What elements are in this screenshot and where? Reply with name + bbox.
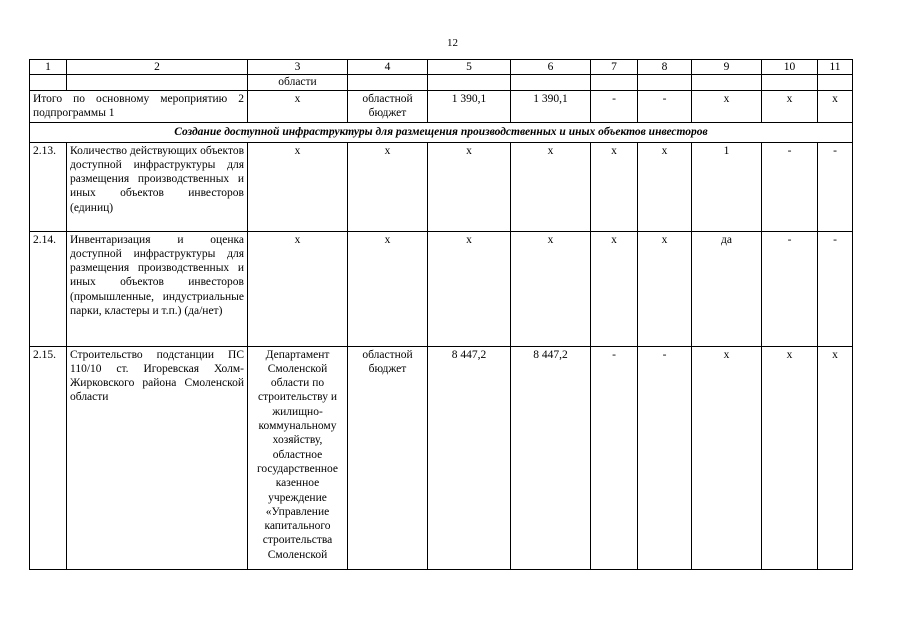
table-row <box>30 346 853 569</box>
total-amount-year: 1 390,1 <box>511 91 591 123</box>
total-label: Итого по основному мероприятию 2 подпрограммы 1 <box>30 91 248 123</box>
total-col9: x <box>692 91 762 123</box>
header-cell: 9 <box>692 60 762 75</box>
row-col8: - <box>638 346 692 569</box>
row-col10: x <box>762 346 818 569</box>
total-col11: x <box>818 91 853 123</box>
row-col4: x <box>348 231 428 346</box>
page-number: 12 <box>447 37 458 49</box>
row-col9: 1 <box>692 142 762 231</box>
header-cell: 2 <box>67 60 248 75</box>
header-cell: 8 <box>638 60 692 75</box>
row-name: Строительство подстанции ПС 110/10 ст. Игоревская Холм-Жирковского района Смоленской области <box>67 346 248 569</box>
header-cell: 6 <box>511 60 591 75</box>
row-name: Инвентаризация и оценка доступной инфраструктуры для размещения производственных и иных объектов инвесторов (промышленные, индустриальные парки, кластеры и т.п.) (да/нет) <box>67 231 248 346</box>
program-table <box>29 59 853 570</box>
total-col7: - <box>591 91 638 123</box>
row-col5: x <box>428 231 511 346</box>
table-row <box>30 231 853 346</box>
row-name: Количество действующих объектов доступной инфраструктуры для размещения производственных и иных объектов инвесторов (единиц) <box>67 142 248 231</box>
header-cell: 1 <box>30 60 67 75</box>
row-col8: x <box>638 142 692 231</box>
row-col6: x <box>511 231 591 346</box>
continuation-row <box>30 75 853 91</box>
table-row <box>30 142 853 231</box>
row-col7: x <box>591 231 638 346</box>
row-col11: - <box>818 231 853 346</box>
row-number: 2.14. <box>30 231 67 346</box>
section-title: Создание доступной инфраструктуры для размещения производственных и иных объектов инвесторов <box>30 122 853 142</box>
row-amount: 8 447,2 <box>428 346 511 569</box>
header-row <box>30 60 853 75</box>
row-col5: x <box>428 142 511 231</box>
row-col3: x <box>248 142 348 231</box>
row-col3: x <box>248 231 348 346</box>
total-row <box>30 91 853 123</box>
row-col7: - <box>591 346 638 569</box>
row-col10: - <box>762 231 818 346</box>
row-col9: да <box>692 231 762 346</box>
header-cell: 10 <box>762 60 818 75</box>
row-col4: x <box>348 142 428 231</box>
total-funding-source: областной бюджет <box>348 91 428 123</box>
row-amount-year: 8 447,2 <box>511 346 591 569</box>
row-col11: x <box>818 346 853 569</box>
header-cell: 4 <box>348 60 428 75</box>
header-cell: 3 <box>248 60 348 75</box>
responsible-cell: области <box>248 75 348 91</box>
total-col8: - <box>638 91 692 123</box>
header-cell: 11 <box>818 60 853 75</box>
total-col10: x <box>762 91 818 123</box>
row-number: 2.13. <box>30 142 67 231</box>
total-amount: 1 390,1 <box>428 91 511 123</box>
total-col3: x <box>248 91 348 123</box>
row-col10: - <box>762 142 818 231</box>
row-responsible: Департамент Смоленской области по строительству и жилищно-коммунальному хозяйству, областное государственное казенное учреждение «Управление капитального строительства Смоленской <box>248 346 348 569</box>
row-col11: - <box>818 142 853 231</box>
row-number: 2.15. <box>30 346 67 569</box>
row-col8: x <box>638 231 692 346</box>
row-funding-source: областной бюджет <box>348 346 428 569</box>
section-row <box>30 122 853 142</box>
row-col9: x <box>692 346 762 569</box>
header-cell: 5 <box>428 60 511 75</box>
row-col6: x <box>511 142 591 231</box>
row-col7: x <box>591 142 638 231</box>
header-cell: 7 <box>591 60 638 75</box>
